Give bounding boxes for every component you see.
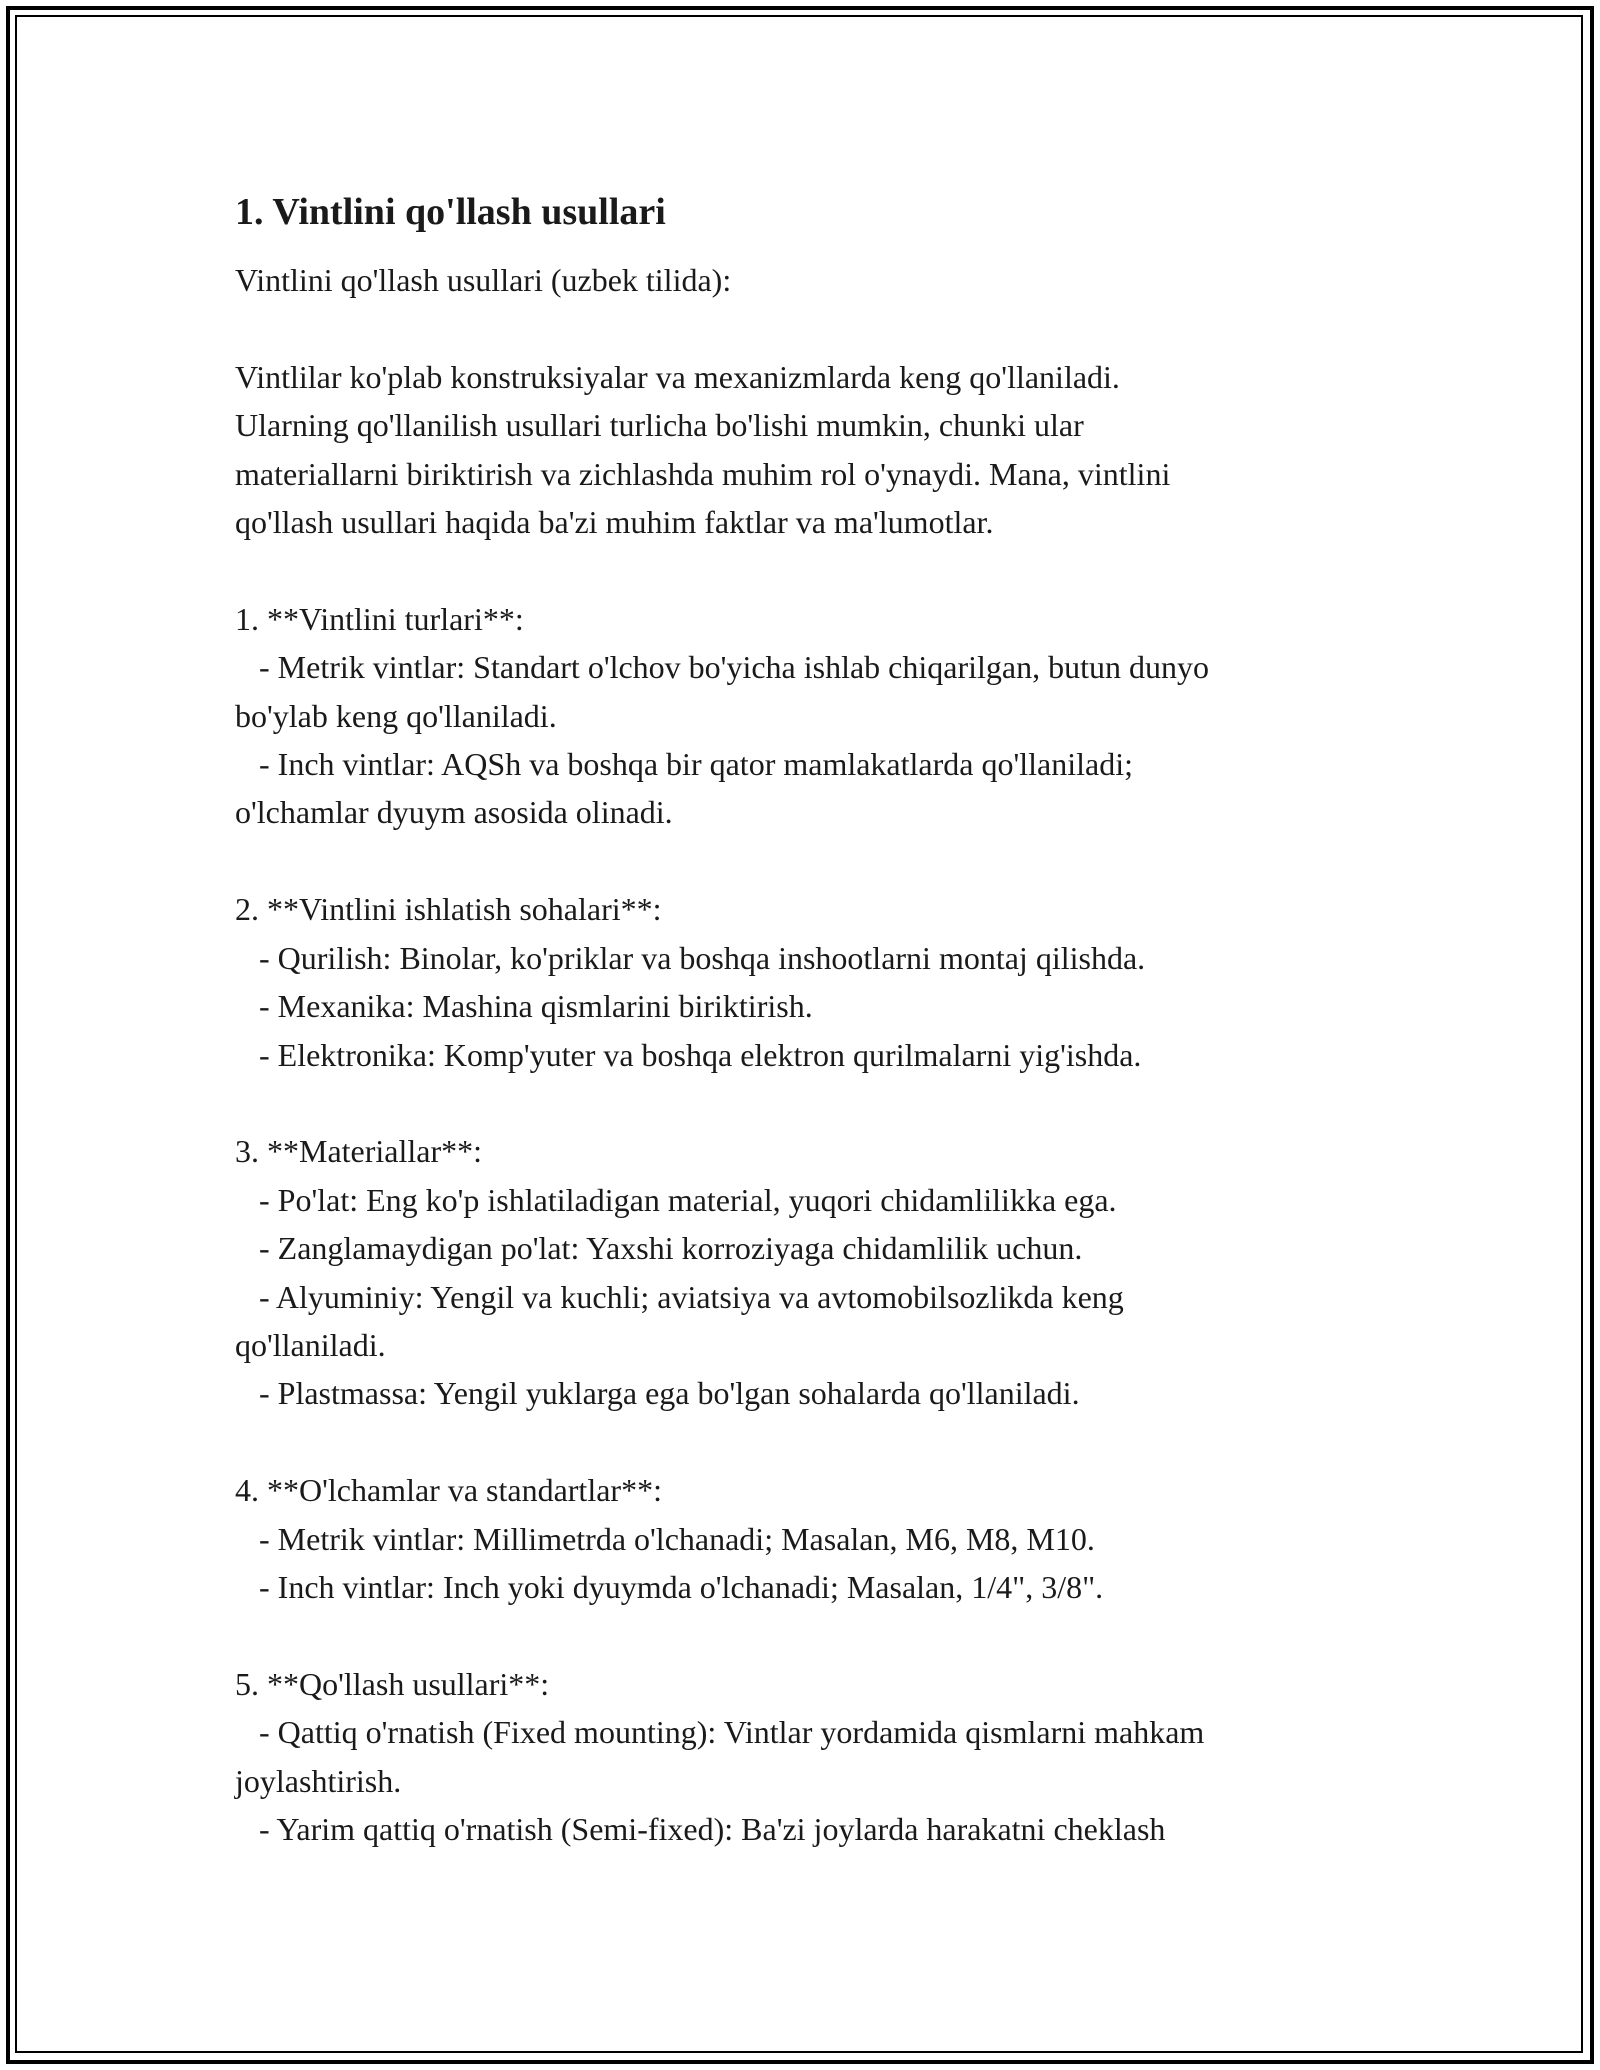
- document-heading: 1. Vintlini qo'llash usullari: [235, 191, 666, 233]
- document-body: Vintlini qo'llash usullari (uzbek tilida): Vintlilar ko'plab konstruksiyalar va mexanizmlarda keng qo'llaniladi. Ularning qo'llanilish usullari turlicha bo'lishi mumkin, chunki ular materiallarni biriktirish va zichlashda muhim rol o'ynaydi. Mana, vintlini qo'llash usullari haqida ba'zi muhim faktlar va ma'lumotlar. 1. **Vintlini turlari**: - Metrik vintlar: Standart o'lchov bo'yicha ishlab chiqarilgan, butun dunyo bo'ylab keng qo'llaniladi. - Inch vintlar: AQSh va boshqa bir qator mamlakatlarda qo'llaniladi; o'lchamlar dyuym asosida olinadi. 2. **Vintlini ishlatish sohalari**: - Qurilish: Binolar, ko'priklar va boshqa inshootlarni montaj qilishda. - Mexanika: Mashina qismlarini biriktirish. - Elektronika: Komp'yuter va boshqa elektron qurilmalarni yig'ishda. 3. **Materiallar**: - Po'lat: Eng ko'p ishlatiladigan material, yuqori chidamlilikka ega. - Zanglamaydigan po'lat: Yaxshi korroziyaga chidamlilik uchun. - Alyuminiy: Yengil va kuchli; aviatsiya va avtomobilsozlikda keng qo'llaniladi. - Plastmassa: Yengil yuklarga ega bo'lgan sohalarda qo'llaniladi. 4. **O'lchamlar va standartlar**: - Metrik vintlar: Millimetrda o'lchanadi; Masalan, M6, M8, M10. - Inch vintlar: Inch yoki dyuymda o'lchanadi; Masalan, 1/4", 3/8". 5. **Qo'llash usullari**: - Qattiq o'rnatish (Fixed mounting): Vintlar yordamida qismlarni mahkam joylashtirish. - Yarim qattiq o'rnatish (Semi-fixed): Ba'zi joylarda harakatni cheklash: [235, 262, 1209, 1847]
- document-content: [235, 186, 1385, 1853]
